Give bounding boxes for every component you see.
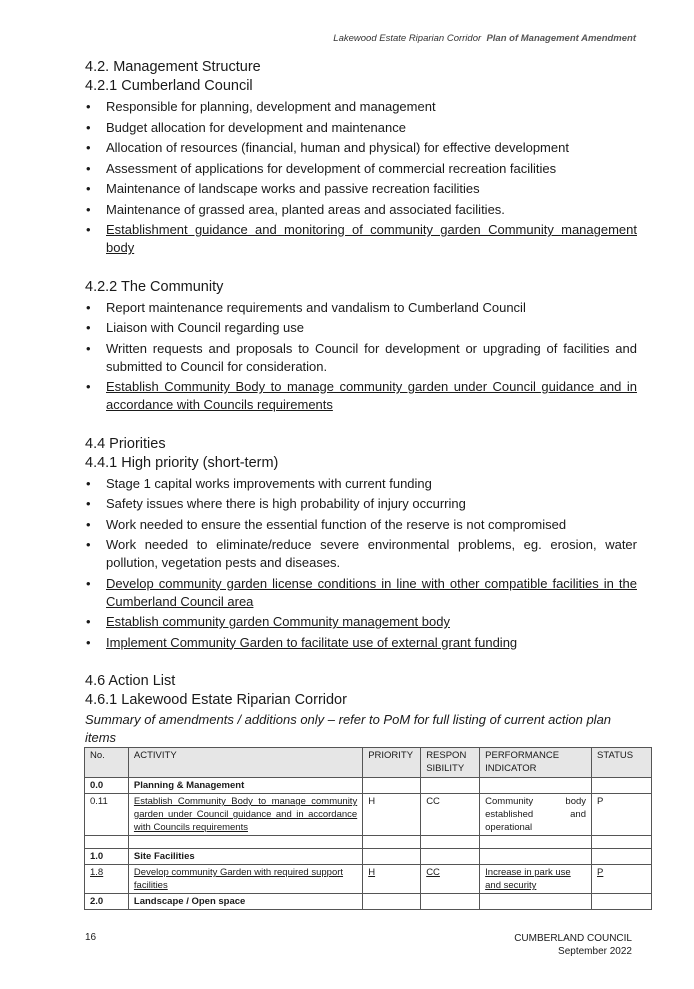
cell-activity: Establish Community Body to manage community garden under Council guidance and in accordance with Councils requirements	[128, 794, 362, 836]
table-section-row	[85, 778, 652, 794]
col-header-activity: ACTIVITY	[128, 748, 362, 778]
list-item-amendment: • Establish community garden Community management body	[85, 613, 637, 631]
list-item: • Maintenance of landscape works and passive recreation facilities	[85, 180, 637, 198]
list-item: • Budget allocation for development and maintenance	[85, 119, 637, 137]
council-list	[85, 98, 637, 257]
header-title: Plan of Management Amendment	[486, 33, 636, 44]
subsection-heading-4-4-1: 4.4.1 High priority (short-term)	[85, 454, 279, 471]
header-prefix: Lakewood Estate Riparian Corridor	[333, 33, 482, 44]
running-header	[333, 33, 636, 44]
list-item: • Maintenance of grassed area, planted areas and associated facilities.	[85, 201, 637, 219]
subsection-heading-4-6-1: 4.6.1 Lakewood Estate Riparian Corridor	[85, 692, 347, 708]
section-heading-4-6: 4.6 Action List	[85, 673, 176, 689]
section-number: 0.0	[85, 778, 129, 794]
col-header-performance: PERFORMANCE INDICATOR	[480, 748, 592, 778]
table-section-row	[85, 849, 652, 865]
list-item: • Report maintenance requirements and vandalism to Cumberland Council	[85, 299, 637, 317]
section-number: 1.0	[85, 849, 129, 865]
section-title: Landscape / Open space	[128, 894, 362, 910]
section-heading-4-2: 4.2. Management Structure	[85, 59, 261, 75]
list-item-amendment: • Establishment guidance and monitoring of community garden Community management body	[85, 221, 637, 257]
cell-responsibility: CC	[421, 865, 480, 894]
list-item: • Responsible for planning, development and management	[85, 98, 637, 116]
section-heading-4-4: 4.4 Priorities	[85, 435, 166, 452]
section-number: 2.0	[85, 894, 129, 910]
list-item: • Allocation of resources (financial, human and physical) for effective development	[85, 139, 637, 157]
list-item: • Work needed to ensure the essential function of the reserve is not compromised	[85, 516, 637, 534]
cell-activity: Develop community Garden with required support facilities	[128, 865, 362, 894]
table-row	[85, 794, 652, 836]
list-item: • Written requests and proposals to Council for development or upgrading of facilities and submitted to Council for consideration.	[85, 340, 637, 376]
community-list	[85, 299, 637, 415]
col-header-responsibility: RESPON SIBILITY	[421, 748, 480, 778]
page-content	[85, 58, 637, 910]
table-row	[85, 865, 652, 894]
footer-org: CUMBERLAND COUNCIL	[514, 933, 632, 944]
subsection-heading-4-2-2: 4.2.2 The Community	[85, 278, 224, 295]
cell-no: 0.11	[85, 794, 129, 836]
cell-status: P	[592, 794, 652, 836]
list-item-amendment: • Implement Community Garden to facilitate use of external grant funding	[85, 634, 637, 652]
list-item: • Assessment of applications for development of commercial recreation facilities	[85, 160, 637, 178]
cell-status: P	[592, 865, 652, 894]
list-item: • Stage 1 capital works improvements with current funding	[85, 475, 637, 493]
list-item: • Safety issues where there is high probability of injury occurring	[85, 495, 637, 513]
section-title: Site Facilities	[128, 849, 362, 865]
footer-org-block	[514, 932, 632, 958]
cell-performance: Increase in park use and security	[480, 865, 592, 894]
col-header-status: STATUS	[592, 748, 652, 778]
subsection-heading-4-2-1: 4.2.1 Cumberland Council	[85, 78, 253, 94]
col-header-no: No.	[85, 748, 129, 778]
page-number: 16	[85, 932, 97, 943]
footer-date: September 2022	[558, 946, 632, 957]
col-header-priority: PRIORITY	[363, 748, 421, 778]
cell-performance: Community body established and operational	[480, 794, 592, 836]
cell-priority: H	[363, 794, 421, 836]
list-item-amendment: • Establish Community Body to manage community garden under Council guidance and in accordance with Councils requirements	[85, 378, 637, 414]
action-summary-note: Summary of amendments / additions only – refer to PoM for full listing of current action plan items	[85, 712, 612, 745]
cell-no: 1.8	[85, 865, 129, 894]
table-empty-row	[85, 836, 652, 849]
action-table	[84, 747, 652, 910]
list-item: • Work needed to eliminate/reduce severe environmental problems, eg. erosion, water pollution, vegetation pests and diseases.	[85, 536, 637, 572]
list-item-amendment: • Develop community garden license conditions in line with other compatible facilities in the Cumberland Council area	[85, 575, 637, 611]
cell-priority: H	[363, 865, 421, 894]
section-title: Planning & Management	[128, 778, 362, 794]
list-item: • Liaison with Council regarding use	[85, 319, 637, 337]
cell-responsibility: CC	[421, 794, 480, 836]
table-header-row	[85, 748, 652, 778]
table-section-row	[85, 894, 652, 910]
priority-list	[85, 475, 637, 652]
